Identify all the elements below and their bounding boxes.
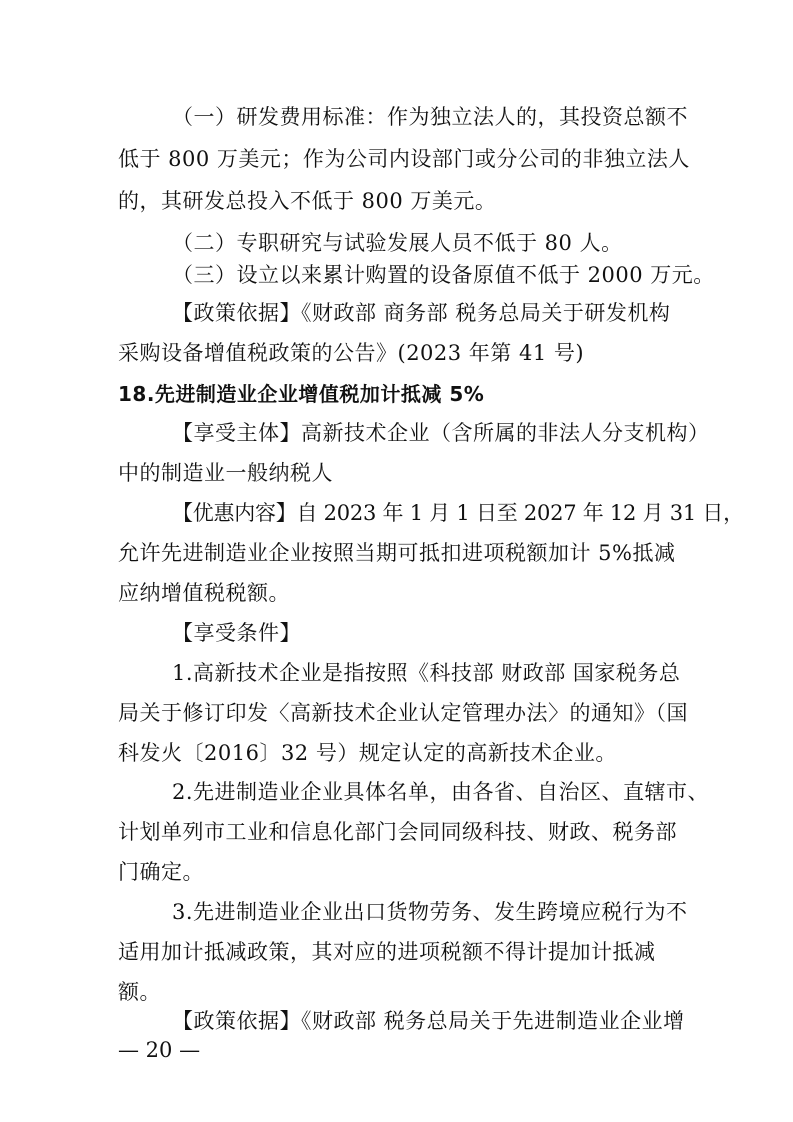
paragraph-line: 中的制造业一般纳税人 [118,461,333,485]
paragraph-line: 适用加计抵减政策，其对应的进项税额不得计提加计抵减 [118,940,656,964]
paragraph-line: 门确定。 [118,860,204,884]
paragraph-line: 【优惠内容】自 2023 年 1 月 1 日至 2027 年 12 月 31 日， [172,501,744,525]
paragraph-line: （一）研发费用标准：作为独立法人的，其投资总额不 [172,105,688,129]
section-heading: 18.先进制造业企业增值税加计抵减 5% [118,382,485,406]
paragraph-line: 额。 [118,980,161,1004]
paragraph-line: 局关于修订印发〈高新技术企业认定管理办法〉的通知》（国 [118,701,688,725]
paragraph-line: 【政策依据】《财政部 税务总局关于先进制造业企业增 [172,1009,685,1033]
paragraph-line: 3.先进制造业企业出口货物劳务、发生跨境应税行为不 [172,900,688,924]
paragraph-line: 【享受主体】高新技术企业（含所属的非法人分支机构） [172,421,710,445]
paragraph-line: 低于 800 万美元；作为公司内设部门或分公司的非独立法人 [118,147,690,171]
paragraph-line: （二）专职研究与试验发展人员不低于 80 人。 [172,231,623,255]
paragraph-line: 2.先进制造业企业具体名单，由各省、自治区、直辖市、 [172,780,710,804]
paragraph-line: 【政策依据】《财政部 商务部 税务总局关于研发机构 [172,301,671,325]
paragraph-line: 允许先进制造业企业按照当期可抵扣进项税额加计 5%抵减 [118,541,676,565]
paragraph-line: （三）设立以来累计购置的设备原值不低于 2000 万元。 [172,263,715,287]
paragraph-line: 计划单列市工业和信息化部门会同同级科技、财政、税务部 [118,820,677,844]
paragraph-line: 的，其研发总投入不低于 800 万美元。 [118,189,497,213]
paragraph-line: 科发火〔2016〕32 号）规定认定的高新技术企业。 [118,741,617,765]
paragraph-line: 采购设备增值税政策的公告》(2023 年第 41 号) [118,341,585,365]
paragraph-line: 【享受条件】 [172,621,301,645]
page-number: — 20 — [118,1038,201,1062]
paragraph-line: 应纳增值税税额。 [118,581,290,605]
paragraph-line: 1.高新技术企业是指按照《科技部 财政部 国家税务总 [172,661,681,685]
